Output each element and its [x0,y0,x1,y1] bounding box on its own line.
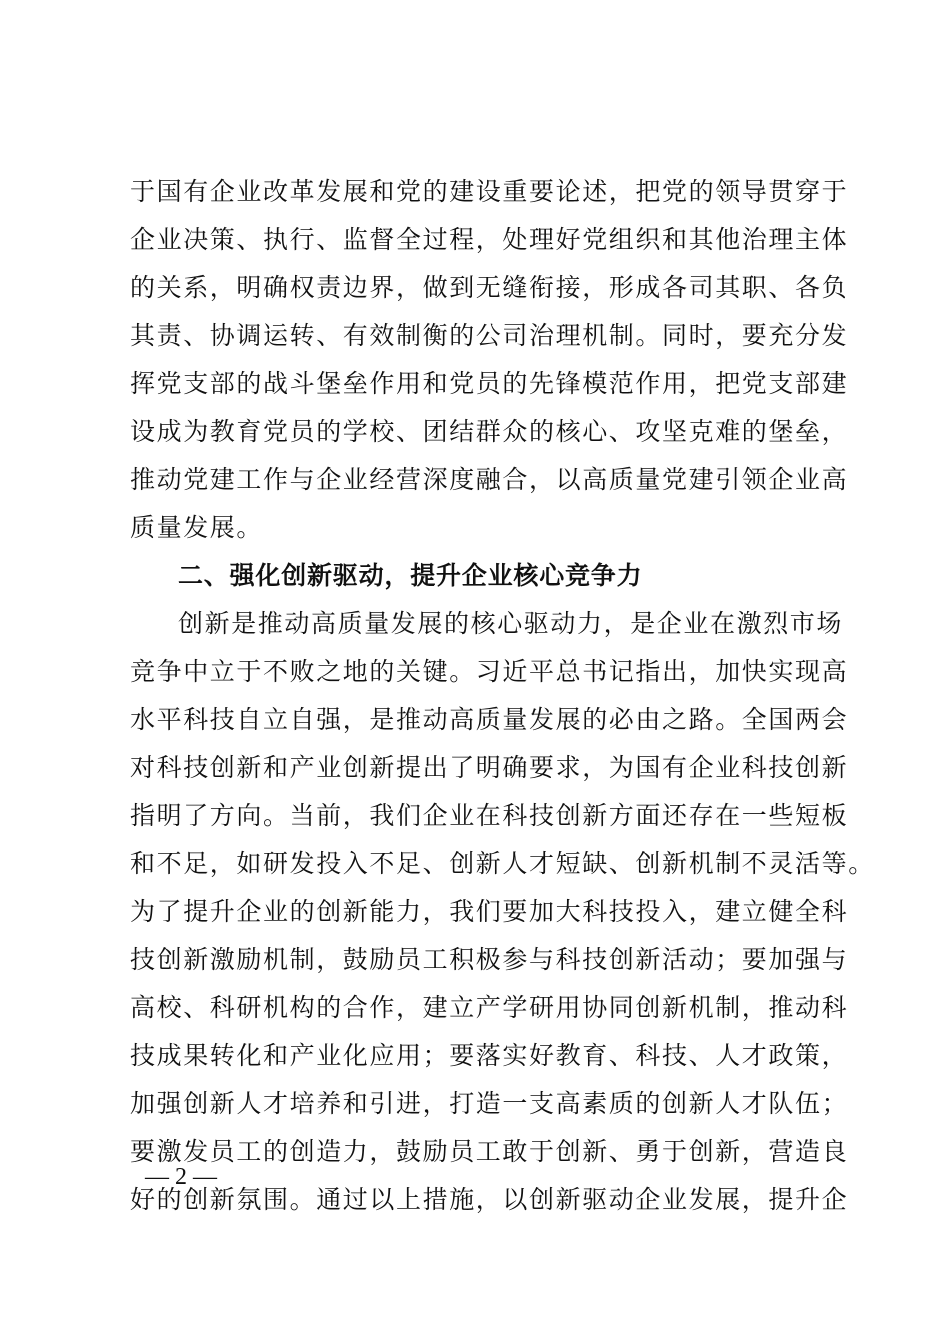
paragraph-line: 好的创新氛围。通过以上措施，以创新驱动企业发展，提升企 [130,1185,849,1214]
paragraph-line: 质量发展。 [130,513,264,542]
paragraph-line: 对科技创新和产业创新提出了明确要求，为国有企业科技创新 [130,753,849,782]
paragraph-line: 技创新激励机制，鼓励员工积极参与科技创新活动；要加强与 [130,945,849,974]
paragraph-line: 其责、协调运转、有效制衡的公司治理机制。同时，要充分发 [130,321,849,350]
paragraph-line: 创新是推动高质量发展的核心驱动力，是企业在激烈市场 [178,609,844,638]
paragraph-line: 要激发员工的创造力，鼓励员工敢于创新、勇于创新，营造良 [130,1137,849,1166]
paragraph-line: 于国有企业改革发展和党的建设重要论述，把党的领导贯穿于 [130,177,849,206]
paragraph-line: 为了提升企业的创新能力，我们要加大科技投入，建立健全科 [130,897,849,926]
paragraph-line: 指明了方向。当前，我们企业在科技创新方面还存在一些短板 [130,801,849,830]
paragraph-line: 设成为教育党员的学校、团结群众的核心、攻坚克难的堡垒， [130,417,849,446]
paragraph-line: 竞争中立于不败之地的关键。习近平总书记指出，加快实现高 [130,657,849,686]
paragraph-line: 技成果转化和产业化应用；要落实好教育、科技、人才政策， [130,1041,849,1070]
paragraph-line: 企业决策、执行、监督全过程，处理好党组织和其他治理主体 [130,225,849,254]
paragraph-line: 挥党支部的战斗堡垒作用和党员的先锋模范作用，把党支部建 [130,369,849,398]
paragraph-line: 加强创新人才培养和引进，打造一支高素质的创新人才队伍； [130,1089,849,1118]
section-heading: 二、强化创新驱动，提升企业核心竞争力 [178,561,643,590]
paragraph-line: 推动党建工作与企业经营深度融合，以高质量党建引领企业高 [130,465,849,494]
page-number: — 2 — [145,1164,217,1190]
paragraph-line: 水平科技自立自强，是推动高质量发展的必由之路。全国两会 [130,705,849,734]
paragraph-line: 和不足，如研发投入不足、创新人才短缺、创新机制不灵活等。 [130,849,875,878]
paragraph-line: 高校、科研机构的合作，建立产学研用协同创新机制，推动科 [130,993,849,1022]
paragraph-line: 的关系，明确权责边界，做到无缝衔接，形成各司其职、各负 [130,273,849,302]
